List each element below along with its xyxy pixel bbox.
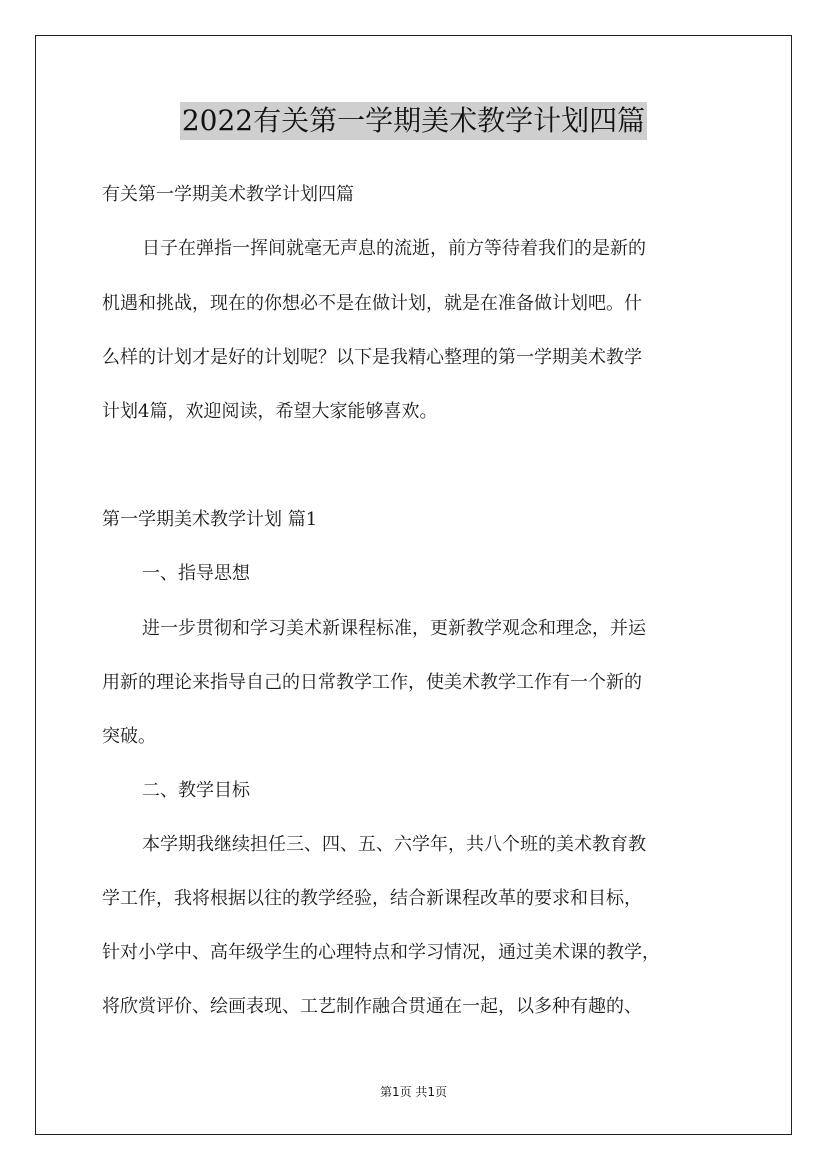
intro-line-4: 计划4篇，欢迎阅读，希望大家能够喜欢。 [102, 401, 438, 422]
title-container [0, 102, 827, 140]
para2-line-1: 本学期我继续担任三、四、五、六学年，共八个班的美术教育教 [142, 834, 646, 855]
heading-teaching-goals: 二、教学目标 [142, 780, 250, 801]
document-title: 2022有关第一学期美术教学计划四篇 [180, 102, 647, 140]
page-footer: 第1页 共1页 [379, 1085, 448, 1099]
section-title: 第一学期美术教学计划 篇1 [102, 509, 318, 530]
para1-line-3: 突破。 [102, 726, 156, 747]
heading-guiding-thought: 一、指导思想 [142, 563, 250, 584]
para2-line-4: 将欣赏评价、绘画表现、工艺制作融合贯通在一起，以多种有趣的、 [102, 996, 642, 1017]
intro-line-3: 么样的计划才是好的计划呢？以下是我精心整理的第一学期美术教学 [102, 347, 642, 368]
para2-line-3: 针对小学中、高年级学生的心理特点和学习情况，通过美术课的教学， [102, 942, 660, 963]
document-subtitle: 有关第一学期美术教学计划四篇 [102, 184, 354, 205]
para1-line-2: 用新的理论来指导自己的日常教学工作，使美术教学工作有一个新的 [102, 672, 642, 693]
para1-line-1: 进一步贯彻和学习美术新课程标准，更新教学观念和理念，并运 [142, 618, 646, 639]
intro-line-2: 机遇和挑战，现在的你想必不是在做计划，就是在准备做计划吧。什 [102, 293, 642, 314]
intro-line-1: 日子在弹指一挥间就毫无声息的流逝，前方等待着我们的是新的 [142, 238, 646, 259]
para2-line-2: 学工作，我将根据以往的教学经验，结合新课程改革的要求和目标， [102, 888, 642, 909]
